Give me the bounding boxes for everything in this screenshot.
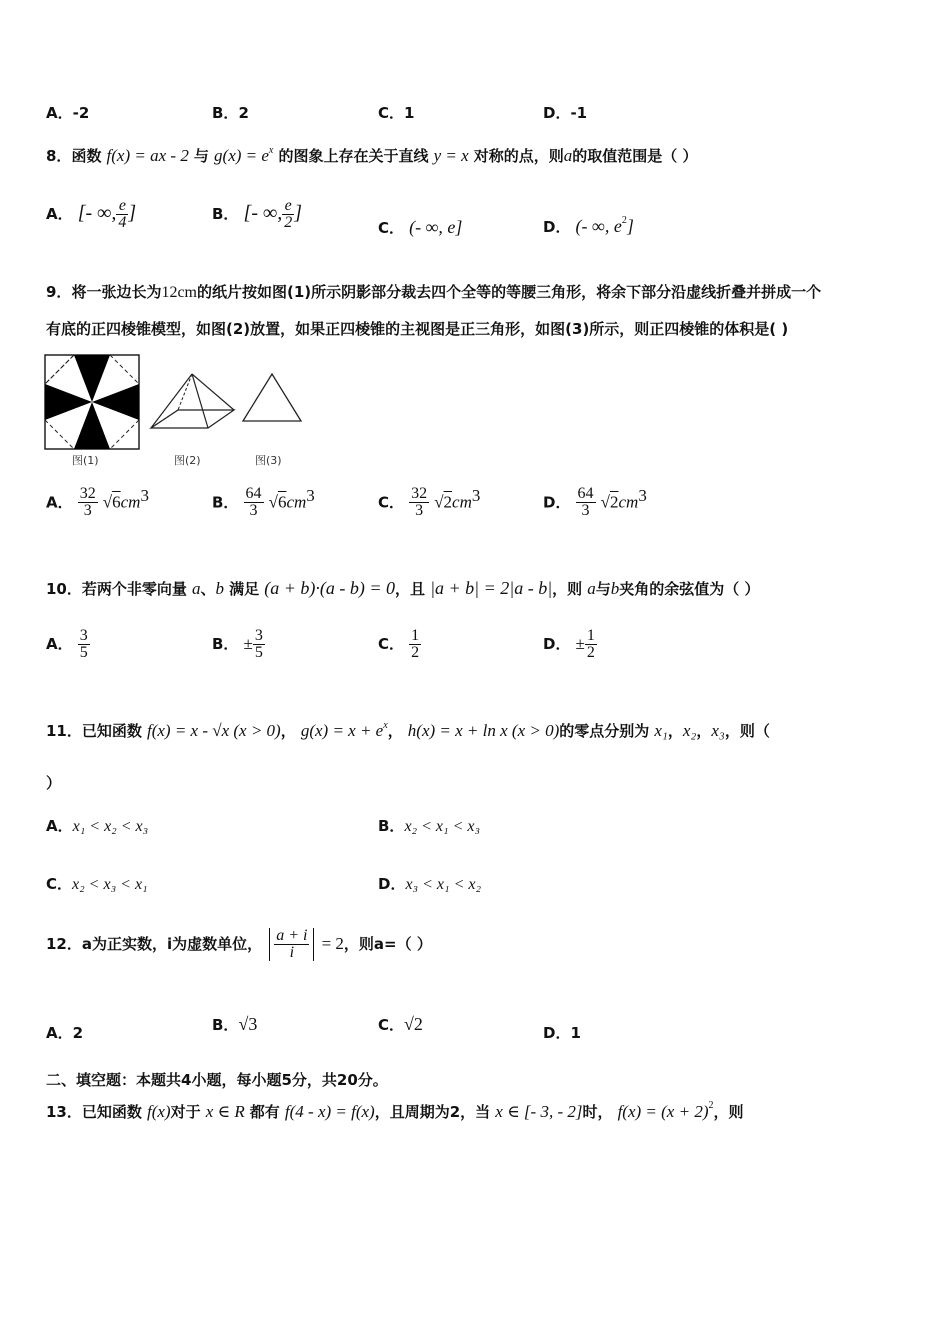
q9-figure-2-caption: 图(2) — [174, 454, 201, 467]
q11-option-d: D．x₃ < x₁ < x₂ — [378, 875, 482, 893]
q10-option-b: B． ± $\frac{3}{5}$ — [212, 627, 263, 661]
q10-option-a: A． $\frac{3}{5}$ — [46, 627, 88, 661]
q9-stem-line2: 有底的正四棱锥模型，如图(2)放置，如果正四棱锥的主视图是正三角形，如图(3)所示，则正四棱锥的体积是( ) — [46, 320, 789, 338]
q7-option-b: B．2 — [212, 104, 249, 122]
q9-option-c: C． $\frac{32}{3}$ $√2cm^3$ — [378, 485, 481, 520]
section-2-heading: 二、填空题：本题共4小题，每小题5分，共20分。 — [46, 1071, 388, 1089]
q12-stem: 12．a为正实数，i为虚数单位， $\frac{a + i}{i}$ = 2，则a=（ ） — [46, 927, 432, 961]
q7-option-d: D．-1 — [543, 104, 588, 122]
q9-figure-1 — [44, 354, 142, 450]
q8-option-d: D． (- ∞, $e^2$] — [543, 215, 634, 236]
q9-stem-line1: 9．将一张边长为12cm的纸片按如图(1)所示阴影部分裁去四个全等的等腰三角形，将余下部分沿虚线折叠并拼成一个 — [46, 283, 822, 301]
q10-stem: 10．若两个非零向量 a、b 满足 (a + b)·(a - b) = 0，且 |a + b| = 2|a - b|，则 a与b夹角的余弦值为（ ） — [46, 578, 760, 598]
q9-figure-1-caption: 图(1) — [72, 454, 99, 467]
q9-figure-3 — [240, 372, 304, 424]
q11-option-b: B．x₂ < x₁ < x₃ — [378, 817, 481, 835]
q9-option-a: A． $\frac{32}{3}$ $√6cm^3$ — [46, 485, 149, 520]
q13-stem: 13．已知函数 f(x)对于 x ∈ R 都有 f(4 - x) = f(x)，且周期为2，当 x ∈ [- 3, - 2]时， $f(x) = (x + 2)^2$，则 — [46, 1100, 744, 1121]
q12-option-d: D．1 — [543, 1024, 581, 1042]
q8-option-c: C． (- ∞, e] — [378, 217, 463, 237]
q9-option-b: B． $\frac{64}{3}$ $√6cm^3$ — [212, 485, 315, 520]
q10-option-d: D． ± $\frac{1}{2}$ — [543, 627, 595, 661]
q12-option-a: A．2 — [46, 1024, 84, 1042]
q12-option-c: C．√2 — [378, 1014, 423, 1034]
q11-option-c: C．x₂ < x₃ < x₁ — [46, 875, 148, 893]
q8-option-a: A． [- ∞, $\frac{e}{4}$ ] — [46, 197, 137, 231]
q9-figure-3-caption: 图(3) — [255, 454, 282, 467]
q7-option-a: A．-2 — [46, 104, 90, 122]
q8-option-b: B． [- ∞, $\frac{e}{2}$ ] — [212, 197, 303, 231]
q11-stem-close: ） — [46, 774, 62, 792]
q11-option-a: A．x₁ < x₂ < x₃ — [46, 817, 149, 835]
q9-option-d: D． $\frac{64}{3}$ $√2cm^3$ — [543, 485, 647, 520]
q12-option-b: B．√3 — [212, 1014, 258, 1034]
q10-option-c: C． $\frac{1}{2}$ — [378, 627, 420, 661]
q11-stem: 11．已知函数 f(x) = x - √x (x > 0)， $g(x) = x + e^x$， h(x) = x + ln x (x > 0)的零点分别为 x₁，x₂，x₃，则（ — [46, 720, 770, 740]
q8-stem: 8．函数 f(x) = ax - 2 与 $g(x) = e^x$ 的图象上存在关于直线 y = x 对称的点，则a的取值范围是（ ） — [46, 145, 698, 165]
q7-option-c: C．1 — [378, 104, 415, 122]
q9-figure-2 — [148, 370, 238, 432]
